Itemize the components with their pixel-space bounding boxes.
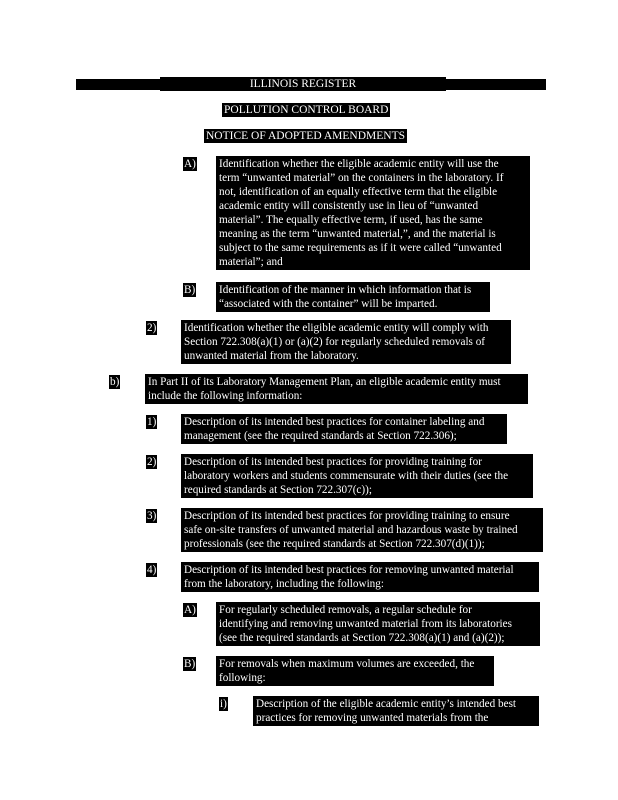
item-text-A-schedule xyxy=(216,602,540,646)
notice-title: NOTICE OF ADOPTED AMENDMENTS xyxy=(206,130,406,142)
item-label-3: 3) xyxy=(147,510,157,522)
line: term “unwanted material” on the containers in the laboratory. If xyxy=(219,172,504,184)
line: (see the required standards at Section 722.308(a)(1) and (a)(2)); xyxy=(219,632,505,644)
line: Description of its intended best practices for providing training for xyxy=(184,456,482,468)
item-text-4 xyxy=(181,562,539,592)
line: Section 722.308(a)(1) or (a)(2) for regularly scheduled removals of xyxy=(184,336,486,348)
line: unwanted material from the laboratory. xyxy=(184,350,359,362)
line: professionals (see the required standards at Section 722.307(d)(1)); xyxy=(184,538,485,550)
line: For regularly scheduled removals, a regular schedule for xyxy=(219,604,472,616)
item-text-B-volumes xyxy=(216,656,494,686)
line: Identification whether the eligible academic entity will use the xyxy=(219,158,499,170)
line: Identification of the manner in which information that is xyxy=(219,284,472,296)
item-text-A xyxy=(216,156,530,270)
item-text-i xyxy=(253,696,539,726)
item-text-1 xyxy=(181,414,507,444)
line: laboratory workers and students commensurate with their duties (see the xyxy=(184,470,509,482)
line: For removals when maximum volumes are exceeded, the xyxy=(219,658,475,670)
line: material”. The equally effective term, if used, has the same xyxy=(219,214,483,226)
item-label-2-training: 2) xyxy=(147,456,157,468)
line: “associated with the container” will be imparted. xyxy=(219,298,438,310)
line: Description of its intended best practices for container labeling and xyxy=(184,416,485,428)
line: safe on-site transfers of unwanted material and hazardous waste by trained xyxy=(184,524,518,536)
item-label-B-volumes: B) xyxy=(184,658,196,670)
line: required standards at Section 722.307(c)); xyxy=(184,484,372,496)
item-text-2-training xyxy=(181,454,533,498)
line: include the following information: xyxy=(148,390,303,402)
item-label-B: B) xyxy=(184,284,196,296)
item-label-2: 2) xyxy=(147,322,157,334)
item-label-b: b) xyxy=(110,376,120,388)
item-label-A-schedule: A) xyxy=(184,604,196,616)
line: from the laboratory, including the following: xyxy=(184,578,384,590)
item-text-2 xyxy=(181,320,511,364)
line: not, identification of an equally effective term that the eligible xyxy=(219,186,498,198)
line: subject to the same requirements as if it were called “unwanted xyxy=(219,242,502,254)
line: meaning as the term “unwanted material,”, and the material is xyxy=(219,228,496,240)
item-text-b xyxy=(145,374,528,404)
line: material”; and xyxy=(219,256,283,268)
line: In Part II of its Laboratory Management Plan, an eligible academic entity must xyxy=(148,376,501,388)
line: practices for removing unwanted materials from the xyxy=(256,712,489,724)
item-label-i: i) xyxy=(220,698,227,710)
board-title: POLLUTION CONTROL BOARD xyxy=(224,104,389,116)
line: following: xyxy=(219,672,266,684)
item-label-4: 4) xyxy=(147,564,157,576)
item-label-1: 1) xyxy=(147,416,157,428)
line: Description of its intended best practices for removing unwanted material xyxy=(184,564,514,576)
line: Description of its intended best practices for providing training to ensure xyxy=(184,510,510,522)
line: Identification whether the eligible academic entity will comply with xyxy=(184,322,489,334)
item-label-A: A) xyxy=(184,158,196,170)
item-text-B xyxy=(216,282,490,312)
item-text-3 xyxy=(181,508,543,552)
register-title: ILLINOIS REGISTER xyxy=(160,77,446,91)
line: management (see the required standards at Section 722.306); xyxy=(184,430,457,442)
line: Description of the eligible academic entity’s intended best xyxy=(256,698,517,710)
line: academic entity will consistently use in lieu of “unwanted xyxy=(219,200,479,212)
line: identifying and removing unwanted material from its laboratories xyxy=(219,618,512,630)
